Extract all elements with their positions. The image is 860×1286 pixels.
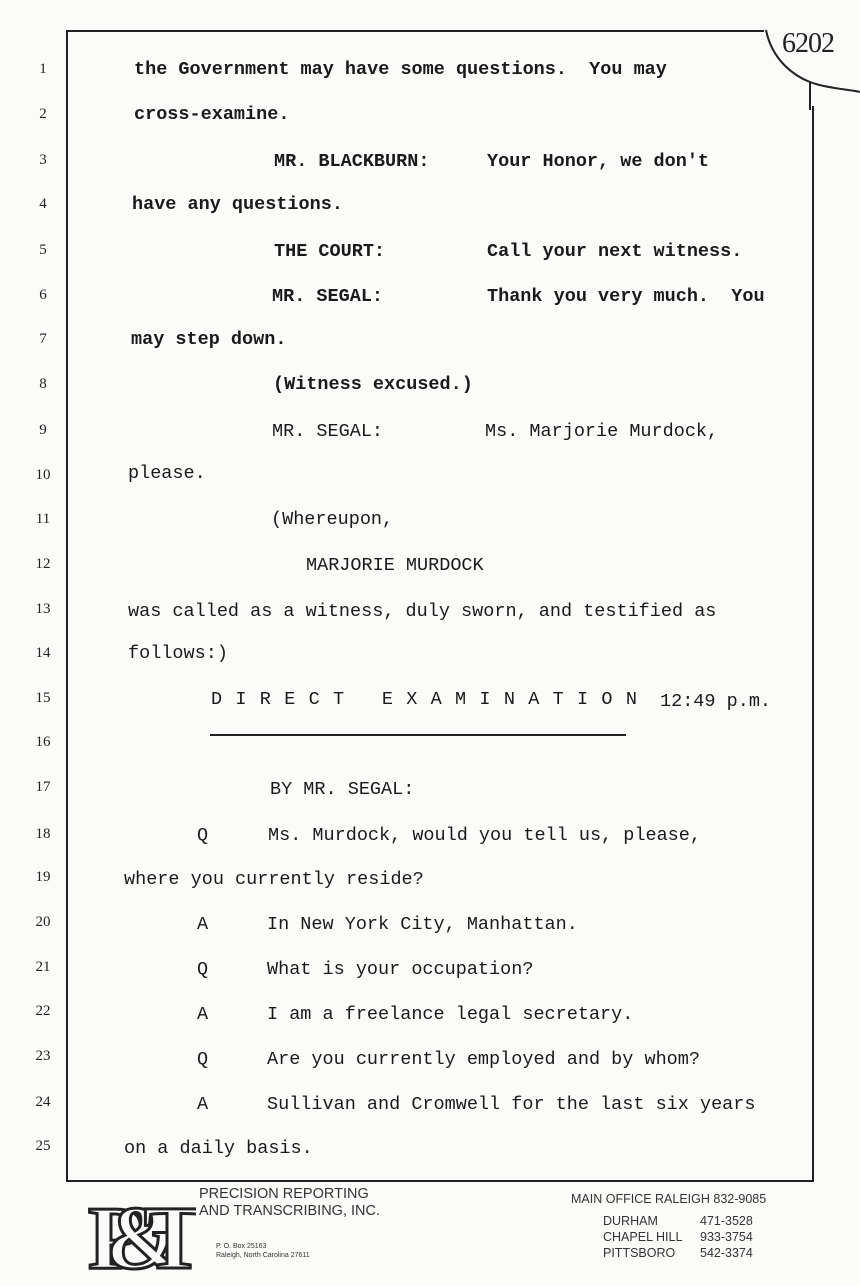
address-line: Raleigh, North Carolina 27611 <box>216 1252 310 1259</box>
address-line: P. O. Box 25163 <box>216 1243 267 1250</box>
transcript-line: What is your occupation? <box>267 959 534 980</box>
line-number: 3 <box>39 152 47 168</box>
line-number: 16 <box>35 734 51 750</box>
transcript-line: Sullivan and Cromwell for the last six years <box>267 1094 756 1115</box>
office-phone: 471-3528 <box>700 1214 753 1228</box>
line-number: 20 <box>35 914 51 930</box>
transcript-line: may step down. <box>131 329 287 350</box>
company-logo <box>86 1188 196 1278</box>
line-number: 1 <box>39 61 47 77</box>
line-number: 9 <box>39 422 47 438</box>
line-number: 22 <box>35 1003 51 1019</box>
transcript-line: the Government may have some questions. You may <box>134 59 667 80</box>
qa-marker: A <box>197 1094 209 1115</box>
timestamp: 12:49 p.m. <box>660 691 772 712</box>
transcript-line: Ms. Murdock, would you tell us, please, <box>268 825 701 846</box>
line-number: 25 <box>35 1138 51 1154</box>
transcript-line: have any questions. <box>132 194 343 215</box>
line-number: 17 <box>35 779 51 795</box>
line-number: 7 <box>39 331 47 347</box>
speaker-label: MR. SEGAL: <box>272 421 384 442</box>
transcript-line: Thank you very much. You <box>487 286 765 307</box>
examiner-line: BY MR. SEGAL: <box>270 779 415 800</box>
line-number: 2 <box>39 106 47 122</box>
office-city: DURHAM <box>603 1214 658 1228</box>
line-number: 8 <box>39 376 47 392</box>
transcript-line: In New York City, Manhattan. <box>267 914 578 935</box>
transcript-line: cross-examine. <box>134 104 290 125</box>
office-phone: 933-3754 <box>700 1230 753 1244</box>
transcript-line: (Witness excused.) <box>273 374 473 395</box>
main-office: MAIN OFFICE RALEIGH 832-9085 <box>571 1192 767 1206</box>
line-number: 19 <box>35 869 51 885</box>
line-number: 15 <box>35 690 51 706</box>
line-number: 24 <box>35 1094 51 1110</box>
page-number: 6202 <box>782 28 834 59</box>
office-city: CHAPEL HILL <box>603 1230 683 1244</box>
company-name-line: PRECISION REPORTING <box>199 1186 369 1202</box>
line-number: 18 <box>35 826 51 842</box>
heading-underline <box>210 734 626 736</box>
line-number: 4 <box>39 196 47 212</box>
company-name-line: AND TRANSCRIBING, INC. <box>199 1203 381 1219</box>
transcript-line: please. <box>128 463 206 484</box>
transcript-line: Ms. Marjorie Murdock, <box>485 421 719 442</box>
line-number: 14 <box>35 645 51 661</box>
line-number: 5 <box>39 242 47 258</box>
speaker-label: MR. SEGAL: <box>272 286 384 307</box>
speaker-label: THE COURT: <box>274 241 386 262</box>
transcript-line: Call your next witness. <box>487 241 743 262</box>
transcript-line: Your Honor, we don't <box>487 151 710 172</box>
line-number: 10 <box>35 467 51 483</box>
office-phone: 542-3374 <box>700 1246 753 1260</box>
line-number: 23 <box>35 1048 51 1064</box>
line-number: 6 <box>39 287 47 303</box>
page-footer <box>0 1180 860 1286</box>
transcript-line: (Whereupon, <box>271 509 394 530</box>
transcript-line: was called as a witness, duly sworn, and testified as <box>128 601 717 622</box>
qa-marker: A <box>197 914 209 935</box>
line-number: 11 <box>35 511 51 527</box>
line-number: 21 <box>35 959 51 975</box>
qa-marker: A <box>197 1004 209 1025</box>
transcript-line: Are you currently employed and by whom? <box>267 1049 700 1070</box>
qa-marker: Q <box>197 959 209 980</box>
line-number: 12 <box>35 556 51 572</box>
line-number: 13 <box>35 601 51 617</box>
company-address <box>216 1242 310 1260</box>
speaker-label: MR. BLACKBURN: <box>274 151 430 172</box>
transcript-line: on a daily basis. <box>124 1138 313 1159</box>
qa-marker: Q <box>197 825 209 846</box>
section-heading: DIRECT EXAMINATION <box>211 689 651 710</box>
witness-name: MARJORIE MURDOCK <box>306 555 484 576</box>
office-city: PITTSBORO <box>603 1246 676 1260</box>
transcript-line: I am a freelance legal secretary. <box>267 1004 634 1025</box>
company-name <box>199 1186 380 1220</box>
transcript-line: follows:) <box>128 643 228 664</box>
transcript-line: where you currently reside? <box>124 869 424 890</box>
qa-marker: Q <box>197 1049 209 1070</box>
logo-lettering: P&T <box>88 1189 194 1278</box>
